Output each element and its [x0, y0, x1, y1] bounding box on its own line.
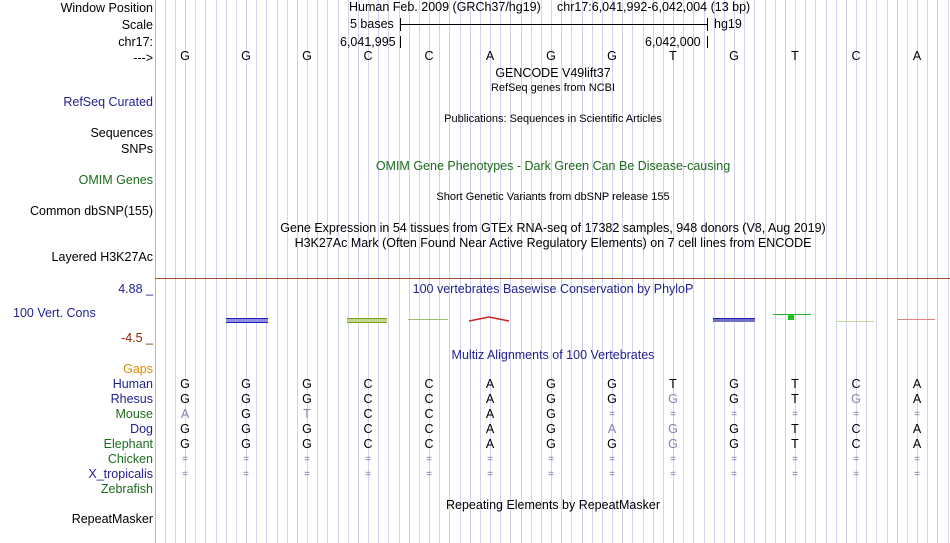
alignment-base: C	[424, 407, 434, 421]
alignment-base: =	[731, 469, 737, 480]
alignment-base: G	[546, 392, 556, 406]
alignment-base: A	[607, 422, 617, 436]
alignment-base: =	[487, 454, 493, 465]
omim-genes-label[interactable]: OMIM Genes	[78, 173, 153, 187]
alignment-base: A	[912, 422, 922, 436]
alignment-base: A	[912, 437, 922, 451]
base-letter: A	[912, 49, 922, 63]
base-letter: C	[851, 49, 861, 63]
alignment-base: =	[792, 454, 798, 465]
scale-bar-left-tick	[400, 18, 401, 31]
multiz-track-title[interactable]: Multiz Alignments of 100 Vertebrates	[451, 348, 655, 362]
snps-label[interactable]: SNPs	[121, 142, 153, 156]
layered-h3k27ac-label[interactable]: Layered H3K27Ac	[51, 250, 153, 264]
repeatmasker-track-title[interactable]: Repeating Elements by RepeatMasker	[445, 498, 660, 512]
alignment-base: G	[180, 422, 190, 436]
alignment-base: =	[914, 409, 920, 420]
conservation-glyph	[408, 319, 448, 320]
repeatmasker-label[interactable]: RepeatMasker	[71, 512, 153, 526]
conservation-track-title[interactable]: 100 vertebrates Basewise Conservation by PhyloP	[412, 282, 694, 296]
alignment-base: =	[731, 454, 737, 465]
alignment-base: G	[241, 377, 251, 391]
alignment-base: =	[243, 469, 249, 480]
db-text: hg19	[714, 17, 742, 31]
alignment-base: A	[912, 377, 922, 391]
alignment-base: =	[426, 454, 432, 465]
species-label-zebrafish[interactable]: Zebrafish	[100, 482, 153, 496]
alignment-base: G	[546, 437, 556, 451]
refseq-track-subtitle[interactable]: RefSeq genes from NCBI	[490, 82, 616, 94]
alignment-base: A	[485, 422, 495, 436]
alignment-base: =	[914, 469, 920, 480]
scale-label[interactable]: Scale	[121, 18, 153, 32]
alignment-base: =	[609, 454, 615, 465]
base-letter: G	[607, 49, 617, 63]
gaps-label[interactable]: Gaps	[123, 362, 153, 376]
alignment-base: =	[365, 469, 371, 480]
position-right-tick	[707, 36, 708, 48]
alignment-base: G	[302, 377, 312, 391]
alignment-base: C	[363, 392, 373, 406]
conservation-glyph	[226, 318, 268, 323]
alignment-base: =	[426, 469, 432, 480]
alignment-base: G	[607, 377, 617, 391]
base-letter: G	[729, 49, 739, 63]
species-label-dog[interactable]: Dog	[130, 422, 153, 436]
species-label-rhesus[interactable]: Rhesus	[110, 392, 153, 406]
conservation-glyph	[788, 314, 794, 320]
alignment-base: G	[729, 422, 739, 436]
alignment-base: =	[731, 409, 737, 420]
alignment-base: G	[546, 377, 556, 391]
position-left: 6,041,995	[340, 35, 396, 49]
base-letter: G	[180, 49, 190, 63]
alignment-base: =	[548, 454, 554, 465]
position-left-tick	[400, 36, 401, 48]
alignment-base: G	[668, 422, 678, 436]
refseq-curated-label[interactable]: RefSeq Curated	[63, 95, 153, 109]
alignment-base: =	[670, 469, 676, 480]
alignment-base: G	[180, 377, 190, 391]
alignment-base: C	[851, 437, 861, 451]
alignment-base: C	[851, 377, 861, 391]
alignment-base: C	[363, 437, 373, 451]
alignment-base: G	[241, 407, 251, 421]
alignment-base: C	[363, 422, 373, 436]
alignment-base: =	[853, 469, 859, 480]
alignment-base: A	[485, 377, 495, 391]
conservation-glyph	[836, 321, 874, 322]
alignment-base: G	[180, 437, 190, 451]
chrom-label[interactable]: chr17:	[118, 35, 153, 49]
common-dbsnp-label[interactable]: Common dbSNP(155)	[30, 204, 153, 218]
position-right: 6,042,000	[645, 35, 701, 49]
scale-bar	[400, 24, 708, 25]
alignment-base: =	[609, 409, 615, 420]
alignment-base: =	[670, 409, 676, 420]
alignment-base: G	[729, 392, 739, 406]
scale-text: 5 bases	[350, 17, 394, 31]
assembly-text: Human Feb. 2009 (GRCh37/hg19)	[349, 0, 541, 14]
gencode-track-title[interactable]: GENCODE V49lift37	[495, 66, 611, 80]
alignment-base: T	[791, 377, 799, 391]
conservation-glyph	[713, 318, 755, 322]
alignment-base: G	[607, 392, 617, 406]
species-label-x_tropicalis[interactable]: X_tropicalis	[88, 467, 153, 481]
alignment-base: G	[302, 422, 312, 436]
alignment-base: =	[304, 469, 310, 480]
alignment-base: G	[668, 392, 678, 406]
alignment-base: G	[851, 392, 861, 406]
alignment-base: G	[729, 377, 739, 391]
conservation-glyph	[347, 318, 387, 323]
base-letter: G	[302, 49, 312, 63]
alignment-base: C	[363, 407, 373, 421]
alignment-base: =	[304, 454, 310, 465]
alignment-base: G	[241, 422, 251, 436]
alignment-base: G	[180, 392, 190, 406]
alignment-base: G	[241, 392, 251, 406]
h3k27ac-track-title[interactable]: H3K27Ac Mark (Often Found Near Active Regulatory Elements) on 7 cell lines from ENCODE	[294, 236, 812, 250]
scale-bar-right-tick	[707, 18, 708, 31]
alignment-base: =	[548, 469, 554, 480]
publications-track-title[interactable]: Publications: Sequences in Scientific Articles	[444, 113, 662, 125]
base-letter: C	[424, 49, 434, 63]
conservation-label[interactable]: 100 Vert. Cons	[13, 306, 96, 320]
base-letter: G	[546, 49, 556, 63]
alignment-base: G	[241, 437, 251, 451]
alignment-base: G	[546, 407, 556, 421]
omim-track-title[interactable]: OMIM Gene Phenotypes - Dark Green Can Be Disease-causing	[375, 159, 731, 173]
alignment-base: T	[791, 437, 799, 451]
track-divider	[155, 278, 950, 279]
alignment-base: T	[791, 422, 799, 436]
alignment-base: =	[853, 409, 859, 420]
species-label-elephant[interactable]: Elephant	[103, 437, 153, 451]
species-label-mouse[interactable]: Mouse	[115, 407, 153, 421]
alignment-base: G	[302, 392, 312, 406]
alignment-base: =	[609, 469, 615, 480]
alignment-base: =	[487, 469, 493, 480]
gtex-track-title[interactable]: Gene Expression in 54 tissues from GTEx RNA-seq of 17382 samples, 948 donors (V8, Aug 2019)	[280, 221, 826, 235]
alignment-base: C	[363, 377, 373, 391]
alignment-base: =	[365, 454, 371, 465]
species-label-chicken[interactable]: Chicken	[107, 452, 153, 466]
base-letter: T	[791, 49, 799, 63]
base-letter: G	[241, 49, 251, 63]
alignment-base: A	[485, 392, 495, 406]
alignment-base: =	[182, 454, 188, 465]
alignment-base: =	[792, 469, 798, 480]
alignment-base: G	[607, 437, 617, 451]
species-label-human[interactable]: Human	[112, 377, 153, 391]
window-position-label[interactable]: Window Position	[60, 1, 153, 15]
alignment-base: A	[485, 437, 495, 451]
alignment-base: C	[424, 377, 434, 391]
alignment-base: =	[243, 454, 249, 465]
alignment-base: =	[670, 454, 676, 465]
alignment-base: A	[912, 392, 922, 406]
conservation-glyph	[897, 319, 935, 320]
conservation-max-label: 4.88 _	[118, 282, 153, 296]
alignment-base: G	[302, 437, 312, 451]
alignment-base: A	[180, 407, 190, 421]
base-letter: T	[669, 49, 677, 63]
conservation-min-label: -4.5 _	[121, 331, 153, 345]
alignment-base: C	[424, 392, 434, 406]
alignment-base: =	[853, 454, 859, 465]
sequences-label[interactable]: Sequences	[90, 126, 153, 140]
alignment-base: G	[546, 422, 556, 436]
alignment-base: C	[424, 437, 434, 451]
alignment-base: C	[851, 422, 861, 436]
alignment-base: G	[729, 437, 739, 451]
alignment-base: T	[669, 377, 677, 391]
alignment-base: G	[668, 437, 678, 451]
alignment-base: T	[303, 407, 311, 421]
alignment-base: A	[485, 407, 495, 421]
alignment-base: C	[424, 422, 434, 436]
strand-label[interactable]: --->	[133, 51, 153, 65]
alignment-base: T	[791, 392, 799, 406]
alignment-base: =	[914, 454, 920, 465]
alignment-base: =	[792, 409, 798, 420]
alignment-base: =	[182, 469, 188, 480]
base-letter: C	[363, 49, 373, 63]
conservation-glyph	[469, 315, 509, 323]
base-letter: A	[485, 49, 495, 63]
dbsnp-track-title[interactable]: Short Genetic Variants from dbSNP release 155	[436, 191, 670, 203]
range-text: chr17:6,041,992-6,042,004 (13 bp)	[557, 0, 751, 14]
